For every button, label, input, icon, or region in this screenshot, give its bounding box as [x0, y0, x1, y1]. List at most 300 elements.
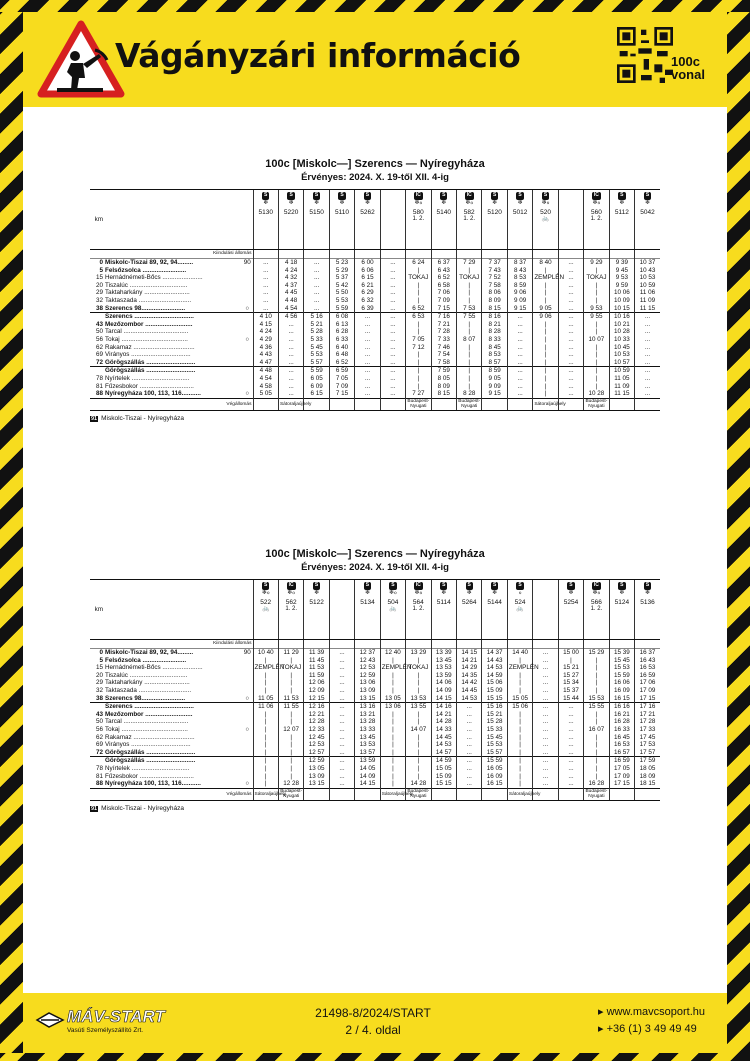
timetable-cell: ...: [380, 305, 405, 313]
timetable-cell: |: [406, 711, 431, 719]
timetable-cell: |: [278, 741, 303, 749]
train-category-icon: S: [442, 192, 446, 198]
train-header: [406, 580, 431, 640]
timetable-cell: 5 53: [329, 297, 354, 305]
timetable-cell: TOKAJ: [584, 274, 609, 282]
timetable-cell: 4 58: [253, 383, 278, 391]
timetable-cell: |: [584, 297, 609, 305]
timetable-cell: 12 06: [304, 679, 329, 687]
timetable-cell: ...: [533, 672, 558, 680]
station-row: [90, 649, 660, 657]
station-row: [90, 734, 660, 742]
timetable-cell: 4 24: [278, 267, 303, 275]
train-header: [431, 580, 456, 640]
timetable-cell: 10 21: [609, 321, 634, 329]
destination-cell: Sátoraljaújhely: [507, 788, 532, 800]
timetable-cell: ...: [635, 351, 660, 359]
timetable-cell: 10 59: [635, 282, 660, 290]
station-mark: [242, 757, 253, 765]
timetable-cell: ...: [533, 757, 558, 765]
timetable-cell: 15 21: [482, 711, 507, 719]
destination-cell: [329, 788, 354, 800]
timetable-cell: 11 05: [609, 375, 634, 383]
timetable-cell: 8 40: [533, 259, 558, 267]
timetable-cell: 15 28: [482, 718, 507, 726]
timetable-cell: 13 15: [304, 780, 329, 788]
timetable-cell: ...: [329, 734, 354, 742]
timetable-cell: |: [406, 282, 431, 290]
timetable-cell: |: [584, 328, 609, 336]
timetable-cell: ...: [380, 289, 405, 297]
timetable-cell: ...: [253, 305, 278, 313]
train-header: [584, 190, 609, 250]
station-row: [90, 336, 660, 344]
station-name: Felsőzsolca .........................: [105, 656, 187, 664]
train-header: [507, 190, 532, 250]
timetable-cell: 4 54: [278, 305, 303, 313]
timetable-cell: 13 45: [355, 734, 380, 742]
timetable-cell: |: [253, 672, 278, 680]
destination-label: Végállomás: [90, 398, 253, 410]
train-category-icon: S: [620, 582, 624, 588]
station-name: Szerencs ..................................: [104, 313, 242, 321]
timetable-cell: 8 53: [482, 351, 507, 359]
timetable-cell: 11 55: [278, 703, 303, 711]
timetable-cell: 6 43: [431, 267, 456, 275]
timetable-cell: ...: [329, 711, 354, 719]
timetable-cell: ...: [278, 328, 303, 336]
timetable-cell: 4 24: [253, 328, 278, 336]
timetable-cell: ...: [329, 649, 354, 657]
train-category-icon: S: [289, 192, 293, 198]
timetable-cell: ...: [533, 687, 558, 695]
station-mark: [242, 274, 253, 282]
timetable-cell: ...: [558, 321, 583, 329]
timetable-cell: 17 28: [635, 718, 660, 726]
train-service-icons: ❄: [619, 589, 625, 596]
train-extra: 🚲: [261, 606, 270, 613]
timetable-cell: 16 57: [609, 749, 634, 757]
timetable-cell: ...: [507, 321, 532, 329]
train-header: [584, 580, 609, 640]
timetable-cell: 15 45: [609, 657, 634, 665]
train-header: [304, 580, 329, 640]
destination-cell: [380, 398, 405, 410]
train-header: [533, 190, 558, 250]
timetable-cell: ...: [457, 773, 482, 781]
km-header: km: [90, 190, 104, 250]
timetable-cell: 17 16: [635, 703, 660, 711]
timetable-cell: ...: [457, 734, 482, 742]
station-km: 69: [95, 351, 103, 359]
station-row: [90, 390, 660, 398]
timetable-cell: 14 45: [457, 687, 482, 695]
train-extra: 1. 2.: [590, 606, 603, 613]
timetable-cell: 15 53: [482, 741, 507, 749]
timetable-cell: 12 43: [355, 657, 380, 665]
timetable-cell: 15 44: [558, 695, 583, 703]
timetable-cell: |: [533, 367, 558, 375]
timetable-cell: 7 15: [329, 390, 354, 398]
timetable-cell: 12 28: [304, 718, 329, 726]
timetable-cell: |: [406, 297, 431, 305]
destination-cell: [609, 788, 634, 800]
timetable-cell: ...: [457, 757, 482, 765]
timetable-cell: 13 59: [355, 757, 380, 765]
train-header-row: [90, 580, 660, 640]
timetable-cell: ...: [380, 259, 405, 267]
timetable-cell: 15 57: [482, 749, 507, 757]
train-number: 5254: [563, 598, 579, 606]
timetable-cell: 15 29: [584, 649, 609, 657]
train-number: 5130: [258, 208, 273, 216]
train-service-icons: ❄: [339, 199, 345, 206]
timetable-cell: ...: [304, 305, 329, 313]
timetable-cell: |: [278, 734, 303, 742]
timetable-cell: 14 53: [482, 664, 507, 672]
timetable-cell: 11 06: [635, 289, 660, 297]
timetable-cell: |: [406, 672, 431, 680]
train-number: 504: [387, 598, 399, 606]
timetable-cell: 12 53: [355, 664, 380, 672]
timetable-cell: 15 05: [507, 695, 532, 703]
timetable-cell: |: [380, 711, 405, 719]
timetable-cell: 16 09: [609, 687, 634, 695]
station-row: [90, 267, 660, 275]
timetable-cell: |: [533, 359, 558, 367]
timetable-cell: |: [584, 765, 609, 773]
timetable-cell: 14 16: [431, 703, 456, 711]
timetable-cell: |: [253, 773, 278, 781]
station-row: [90, 773, 660, 781]
timetable-cell: ...: [558, 313, 583, 321]
timetable-cell: ...: [533, 726, 558, 734]
timetable-cell: |: [584, 267, 609, 275]
timetable-cell: 8 33: [482, 336, 507, 344]
timetable-cell: 10 57: [609, 359, 634, 367]
train-header: [609, 190, 634, 250]
train-service-icons: ❄: [466, 589, 472, 596]
timetable-cell: ...: [507, 375, 532, 383]
timetable-cell: |: [380, 765, 405, 773]
timetable-cell: ...: [329, 773, 354, 781]
timetable-cell: 14 09: [355, 773, 380, 781]
train-header: [482, 190, 507, 250]
timetable-cell: |: [406, 321, 431, 329]
timetable-cell: TOKAJ: [406, 274, 431, 282]
timetable-cell: |: [584, 687, 609, 695]
timetable-cell: 14 59: [482, 672, 507, 680]
timetable-cell: 13 09: [304, 773, 329, 781]
timetable-cell: 17 45: [635, 734, 660, 742]
timetable-cell: 14 35: [457, 672, 482, 680]
timetable-cell: |: [507, 780, 532, 788]
timetable-cell: 13 16: [355, 703, 380, 711]
station-name: Rakamaz ...................................: [105, 343, 195, 351]
train-header: [380, 580, 405, 640]
timetable-cell: ...: [507, 383, 532, 391]
timetable-cell: 10 15: [609, 305, 634, 313]
train-number: 5042: [640, 208, 655, 216]
train-number: 5110: [335, 208, 350, 216]
page-number: 2 / 4. oldal: [345, 1023, 401, 1037]
station-km: 15: [95, 664, 103, 672]
station-row: [90, 351, 660, 359]
timetable-cell: |: [507, 679, 532, 687]
station-name: Mezőzombor ...........................: [105, 320, 193, 328]
hazard-stripe-left: [0, 0, 23, 1061]
train-extra: 1. 2.: [412, 216, 425, 223]
timetable-cell: |: [584, 351, 609, 359]
document-id: 21498-8/2024/START: [315, 1006, 431, 1020]
station-mark: ○: [245, 390, 250, 398]
timetable-cell: |: [507, 757, 532, 765]
train-category-icon: S: [645, 192, 650, 198]
timetable-cell: 12 45: [304, 734, 329, 742]
timetable-cell: |: [584, 344, 609, 352]
timetable-cell: ...: [380, 267, 405, 275]
phone-number[interactable]: ▸ +36 (1) 3 49 49 49: [598, 1023, 697, 1035]
station-km: 0: [90, 649, 104, 657]
timetable-cell: ...: [355, 328, 380, 336]
timetable-cell: 8 59: [507, 282, 532, 290]
timetable-cell: |: [253, 679, 278, 687]
train-header: [482, 580, 507, 640]
train-service-icons: ❄: [568, 589, 574, 596]
timetable-cell: 5 57: [304, 359, 329, 367]
timetable-cell: 7 55: [457, 313, 482, 321]
timetable-cell: 16 37: [635, 649, 660, 657]
station-km: 56: [95, 725, 103, 733]
station-mark: [242, 741, 253, 749]
station-name: Görögszállás ............................: [104, 367, 242, 375]
timetable-cell: 4 45: [278, 289, 303, 297]
station-name: Görögszállás ............................: [104, 757, 242, 765]
timetable-cell: 14 07: [406, 726, 431, 734]
train-service-icons: ❄: [364, 589, 370, 596]
timetable-cell: 4 54: [253, 375, 278, 383]
station-name: Virányos ..................................: [105, 741, 191, 749]
destination-cell: [355, 398, 380, 410]
timetable-cell: 8 43: [507, 267, 532, 275]
train-header: [558, 190, 583, 250]
timetable-cell: ...: [278, 390, 303, 398]
timetable-cell: 13 33: [355, 726, 380, 734]
train-service-icons: ❄ℴ: [465, 199, 474, 206]
timetable-cell: ...: [558, 328, 583, 336]
timetable-cell: |: [584, 359, 609, 367]
timetable-cell: ...: [380, 313, 405, 321]
timetable-cell: 7 09: [329, 383, 354, 391]
timetable-cell: 16 33: [609, 726, 634, 734]
timetable-cell: 12 37: [355, 649, 380, 657]
timetable-cell: 10 16: [609, 313, 634, 321]
origin-label: Kiindulási állomás: [213, 251, 252, 257]
destination-cell: Budapest-Nyugati: [585, 789, 608, 800]
timetable-cell: 14 15: [457, 649, 482, 657]
train-service-icons: ❄ℴ: [592, 589, 601, 596]
timetable-cell: 8 15: [431, 390, 456, 398]
station-name: Tarcal .....................................: [105, 718, 189, 726]
timetable-cell: ...: [558, 375, 583, 383]
timetable-cell: ...: [507, 351, 532, 359]
timetable-cell: 11 53: [304, 664, 329, 672]
timetable-cell: 14 15: [431, 695, 456, 703]
timetable-cell: |: [380, 679, 405, 687]
website-link[interactable]: ▸ www.mavcsoport.hu: [598, 1006, 706, 1018]
timetable-cell: 18 15: [635, 780, 660, 788]
timetable-cell: 10 09: [609, 297, 634, 305]
timetable-cell: 11 09: [609, 383, 634, 391]
destination-row: [90, 788, 660, 800]
timetable-cell: 10 53: [635, 274, 660, 282]
timetable-cell: 7 33: [431, 336, 456, 344]
timetable-cell: ...: [304, 289, 329, 297]
timetable-cell: 9 53: [584, 305, 609, 313]
timetable-cell: |: [507, 657, 532, 665]
timetable-cell: 14 37: [482, 649, 507, 657]
timetable-cell: |: [457, 383, 482, 391]
timetable-cell: ...: [635, 359, 660, 367]
timetable-cell: ...: [355, 359, 380, 367]
timetable-cell: 5 42: [329, 282, 354, 290]
timetable-cell: 12 28: [278, 780, 303, 788]
timetable-cell: 15 39: [609, 649, 634, 657]
timetable-cell: 16 05: [482, 765, 507, 773]
timetable-cell: ...: [304, 297, 329, 305]
train-header: [558, 580, 583, 640]
train-header: [609, 580, 634, 640]
timetable-cell: 5 16: [304, 313, 329, 321]
timetable-cell: ...: [457, 741, 482, 749]
destination-cell: [635, 398, 660, 410]
timetable-cell: |: [584, 672, 609, 680]
timetable-cell: ...: [558, 267, 583, 275]
station-mark: [242, 749, 253, 757]
station-km: [90, 757, 104, 765]
timetable-cell: |: [406, 367, 431, 375]
section-note: 91 Miskolc-Tiszai - Nyíregyháza: [91, 414, 184, 422]
timetable-cell: 17 09: [635, 687, 660, 695]
timetable-cell: ZEMPLÉN: [254, 664, 285, 672]
timetable-cell: 14 43: [482, 657, 507, 665]
train-service-icons: ❄: [492, 589, 498, 596]
timetable-cell: 5 59: [304, 367, 329, 375]
timetable-cell: |: [253, 711, 278, 719]
timetable-cell: 8 05: [431, 375, 456, 383]
timetable-cell: 13 28: [355, 718, 380, 726]
timetable-cell: 7 05: [329, 375, 354, 383]
destination-cell: Budapest-Nyugati: [585, 399, 608, 410]
timetable-cell: ...: [558, 289, 583, 297]
timetable-cell: ...: [635, 390, 660, 398]
destination-cell: [507, 398, 532, 410]
timetable-cell: 14 57: [431, 749, 456, 757]
timetable-section-2: [90, 548, 660, 812]
timetable-cell: ...: [507, 367, 532, 375]
train-number: 5120: [487, 208, 502, 216]
train-extra: 1. 2.: [285, 606, 297, 613]
timetable-cell: ...: [533, 734, 558, 742]
train-header: [355, 190, 380, 250]
timetable-cell: ...: [558, 274, 583, 282]
timetable-cell: ...: [507, 336, 532, 344]
station-row: [90, 695, 660, 703]
station-name: Taktaszada ..............................: [105, 296, 192, 304]
timetable-cell: ...: [304, 259, 329, 267]
station-name: Mezőzombor ...........................: [105, 710, 193, 718]
timetable-cell: 11 53: [278, 695, 303, 703]
timetable-cell: |: [457, 267, 482, 275]
timetable-cell: |: [278, 718, 303, 726]
station-mark: [242, 687, 253, 695]
timetable-cell: 6 53: [406, 313, 431, 321]
timetable-cell: 16 53: [609, 741, 634, 749]
timetable-cell: 6 13: [329, 321, 354, 329]
station-name: Nyíregyháza 100, 113, 116...........: [105, 390, 201, 398]
timetable-cell: |: [253, 734, 278, 742]
timetable-cell: 11 06: [253, 703, 278, 711]
station-km: 32: [95, 296, 103, 304]
timetable-cell: 6 29: [355, 289, 380, 297]
station-km: 88: [95, 390, 103, 398]
destination-cell: Budapest-Nyugati: [407, 789, 430, 800]
timetable-cell: |: [406, 383, 431, 391]
destination-cell: [304, 788, 329, 800]
timetable-cell: 6 21: [355, 282, 380, 290]
timetable-cell: 12 59: [304, 757, 329, 765]
timetable-cell: |: [507, 765, 532, 773]
station-name: Tarcal .....................................: [105, 328, 189, 336]
station-name: Fűzesbokor ...............................: [105, 382, 194, 390]
timetable-cell: 7 54: [431, 351, 456, 359]
destination-cell: [482, 788, 507, 800]
timetable-cell: 6 52: [431, 274, 456, 282]
timetable-cell: ...: [533, 780, 558, 788]
timetable-cell: 5 50: [329, 289, 354, 297]
timetable-cell: |: [406, 741, 431, 749]
timetable-cell: ...: [380, 336, 405, 344]
timetable-cell: 8 59: [482, 367, 507, 375]
timetable-cell: ...: [635, 367, 660, 375]
timetable-cell: ...: [533, 664, 558, 672]
timetable-cell: |: [406, 749, 431, 757]
timetable-cell: |: [457, 344, 482, 352]
qr-code[interactable]: [617, 27, 673, 83]
train-number: 522: [260, 598, 272, 606]
timetable-cell: ...: [558, 297, 583, 305]
train-category-icon: S: [391, 582, 395, 588]
timetable-cell: ...: [558, 336, 583, 344]
timetable-cell: ...: [533, 695, 558, 703]
timetable-cell: 15 55: [584, 703, 609, 711]
timetable-cell: |: [380, 773, 405, 781]
timetable-cell: |: [380, 687, 405, 695]
timetable-cell: ...: [533, 765, 558, 773]
timetable-cell: 13 29: [406, 649, 431, 657]
train-number: 560: [590, 208, 602, 216]
train-number: 580: [412, 208, 424, 216]
timetable-cell: TOKAJ: [278, 664, 303, 672]
station-km: 20: [95, 671, 103, 679]
timetable-cell: 15 34: [558, 679, 583, 687]
timetable-cell: |: [278, 757, 303, 765]
station-row: [90, 672, 660, 680]
station-km: 81: [95, 382, 103, 390]
train-number: 5140: [436, 208, 452, 216]
timetable-cell: 16 21: [609, 711, 634, 719]
train-header: [380, 190, 405, 250]
